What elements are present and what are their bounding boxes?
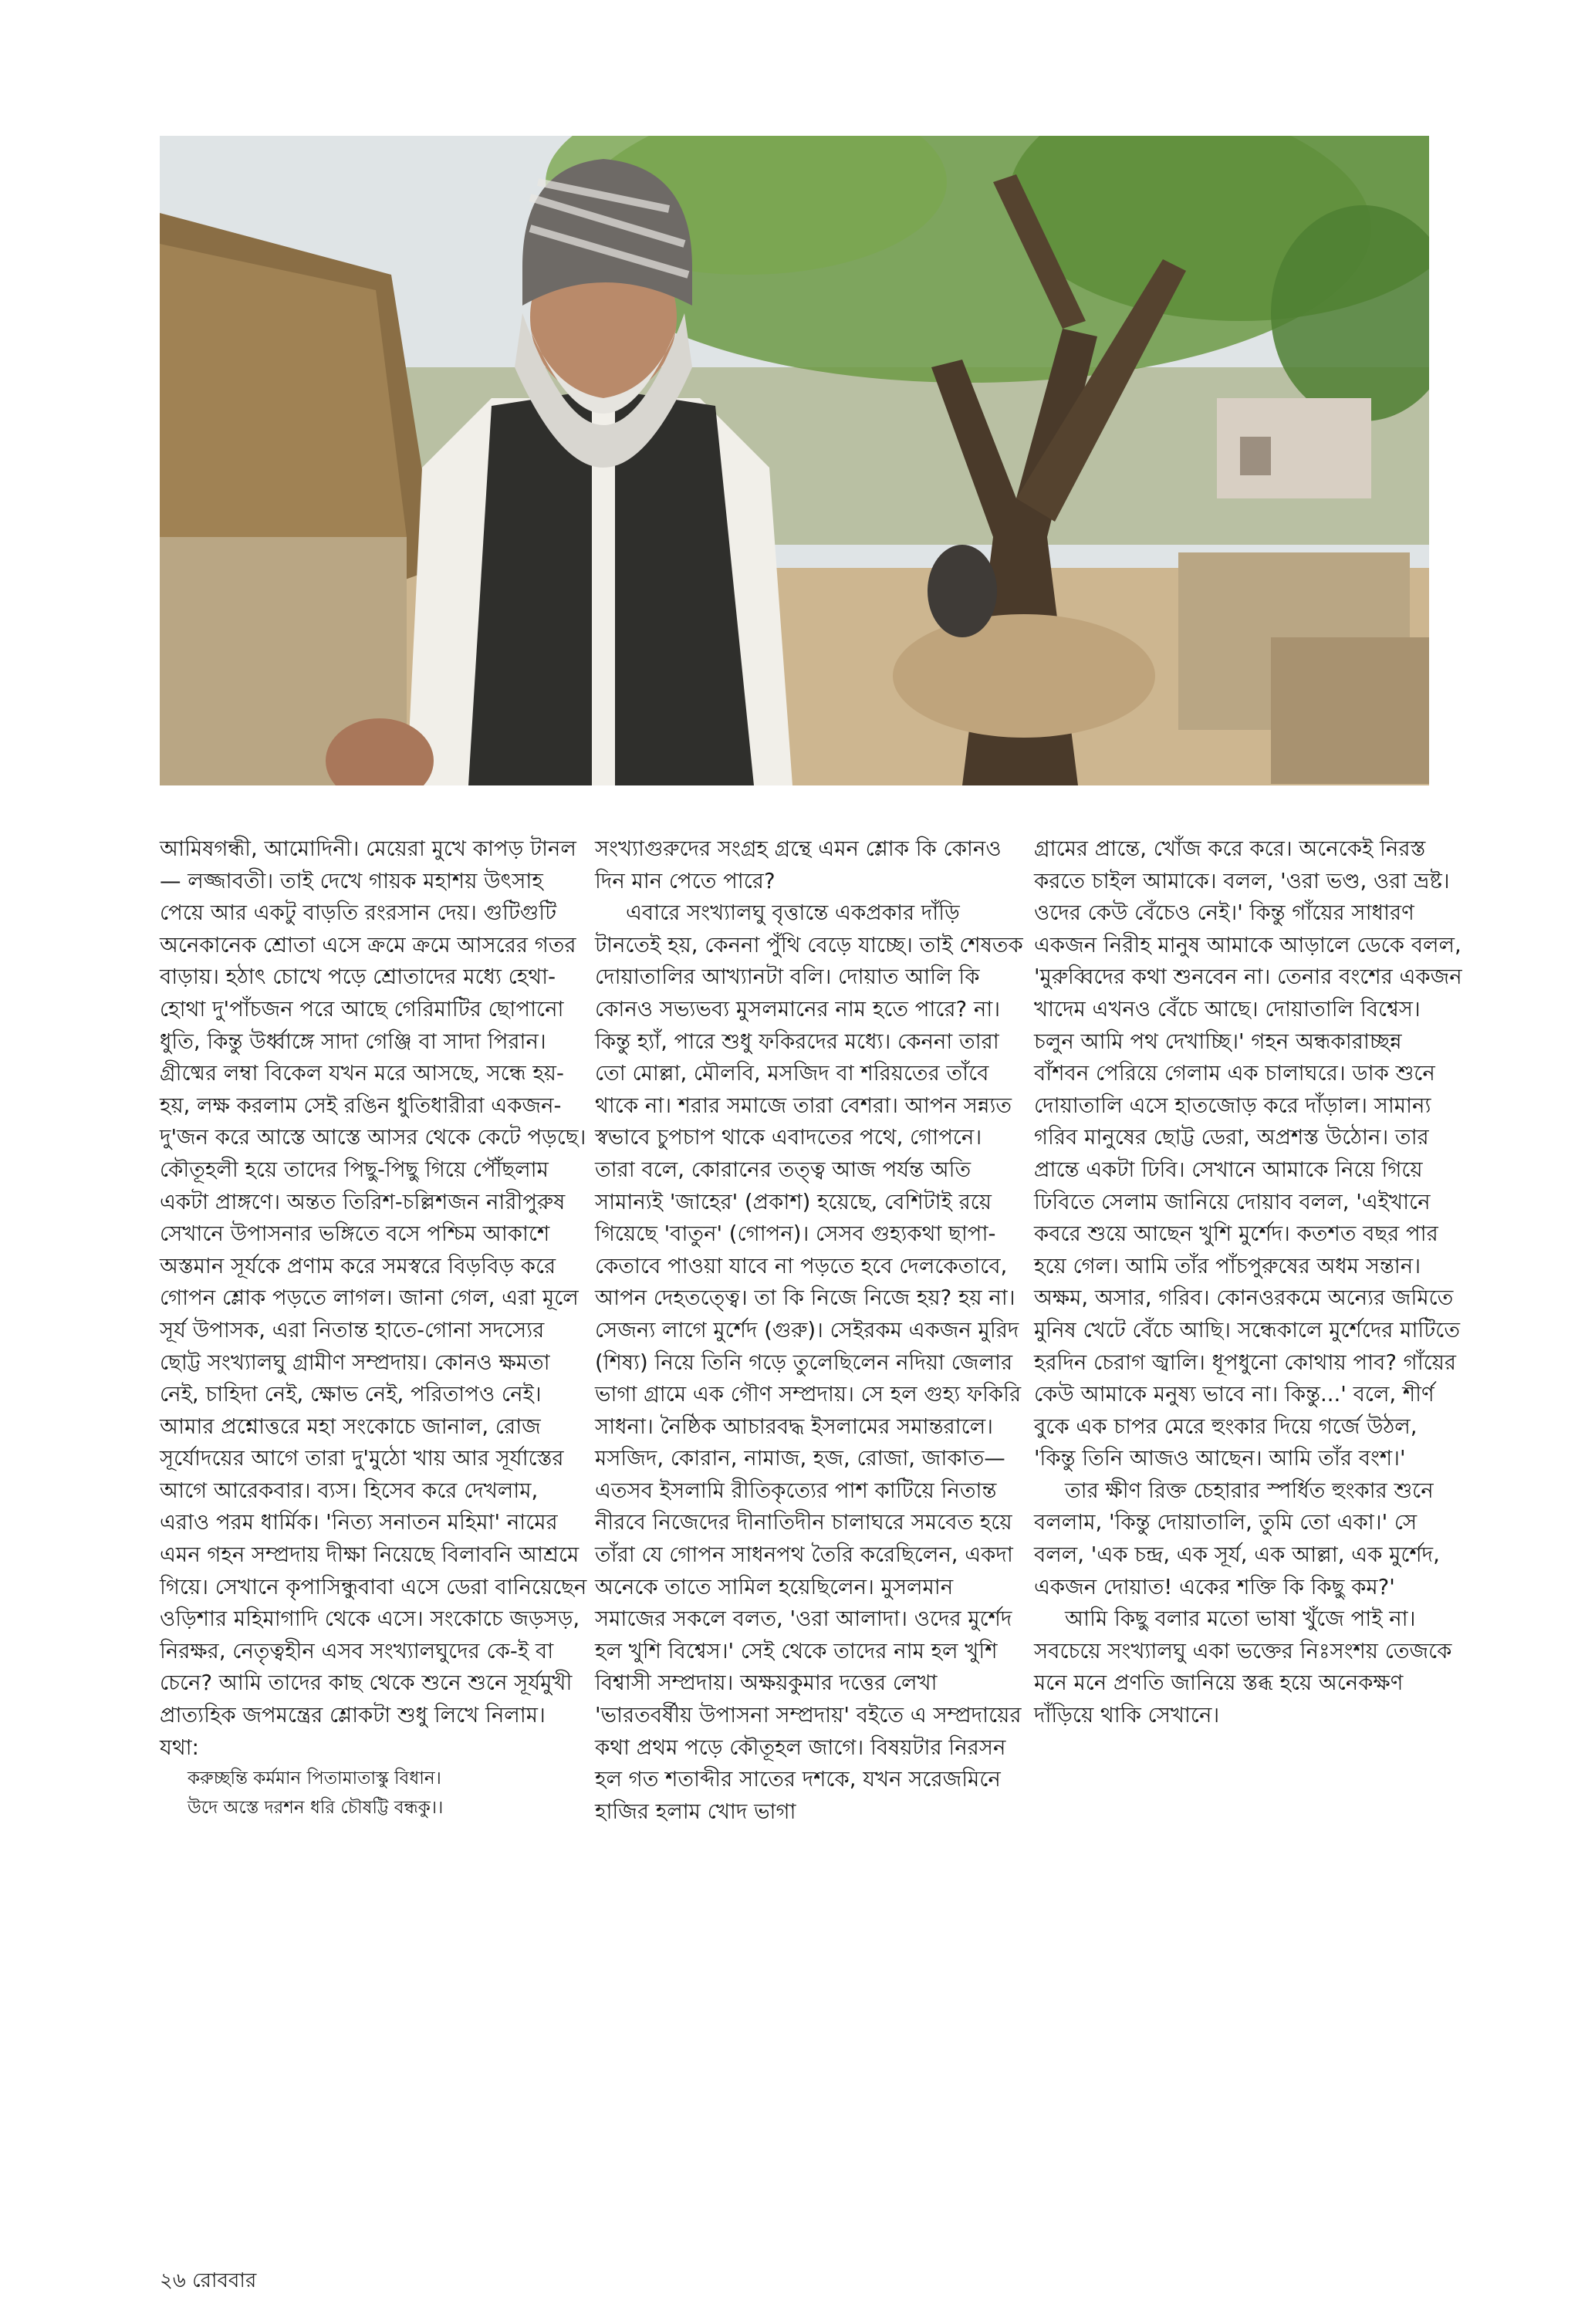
portrait-photo: [160, 136, 1429, 785]
paragraph: আমি কিছু বলার মতো ভাষা খুঁজে পাই না। সবচেয়ে সংখ্যালঘু একা ভক্তের নিঃসংশয় তেজকে মনে মনে প্রণতি জানিয়ে স্তব্ধ হয়ে অনেকক্ষণ দাঁড়িয়ে থাকি সেখানে।: [1034, 1606, 1452, 1728]
paragraph: তার ক্ষীণ রিক্ত চেহারার স্পর্ধিত হুংকার শুনে বললাম, 'কিন্তু দোয়াতালি, তুমি তো একা।' সে বলল, 'এক চন্দ্র, এক সূর্য, এক আল্লা, এক মুর্শেদ, একজন দোয়াত! একের শক্তি কি কিছু কম?': [1034, 1478, 1440, 1599]
paragraph: এবারে সংখ্যালঘু বৃত্তান্তে একপ্রকার দাঁড়ি টানতেই হয়, কেননা পুঁথি বেড়ে যাচ্ছে। তাই শেষতক দোয়াতালির আখ্যানটা বলি। দোয়াত আলি কি কোনও সভ্যভব্য মুসলমানের নাম হতে পারে? না। কিন্তু হ্যাঁ, পারে শুধু ফকিরদের মধ্যে। কেননা তারা তো মোল্লা, মৌলবি, মসজিদ বা শরিয়তের তাঁবে থাকে না। শরার সমাজে তারা বেশরা। আপন সন্ন্যত স্বভাবে চুপচাপ থাকে এবাদতের পথে, গোপনে। তারা বলে, কোরানের তত্ত্ব আজ পর্যন্ত অতি সামান্যই 'জাহের' (প্রকাশ) হয়েছে, বেশিটাই রয়ে গিয়েছে 'বাতুন' (গোপন)। সেসব গুহ্যকথা ছাপা-কেতাবে পাওয়া যাবে না পড়তে হবে দেলকেতাবে, আপন দেহতত্ত্বে। তা কি নিজে নিজে হয়? হয় না। সেজন্য লাগে মুর্শেদ (গুরু)। সেইরকম একজন মুরিদ (শিষ্য) নিয়ে তিনি গড়ে তুলেছিলেন নদিয়া জেলার ভাগা গ্রামে এক গৌণ সম্প্রদায়। সে হল গুহ্য ফকিরি সাধনা। নৈষ্ঠিক আচারবদ্ধ ইসলামের সমান্তরালে। মসজিদ, কোরান, নামাজ, হজ, রোজা, জাকাত— এতসব ইসলামি রীতিকৃত্যের পাশ কাটিয়ে নিতান্ত নীরবে নিজেদের দীনাতিদীন চালাঘরে সমবেত হয়ে তাঁরা যে গোপন সাধনপথ তৈরি করেছিলেন, একদা অনেকে তাতে সামিল হয়েছিলেন। মুসলমান সমাজের সকলে বলত, 'ওরা আলাদা। ওদের মুর্শেদ হল খুশি বিশ্বেস।' সেই থেকে তাদের নাম হল খুশি বিশ্বাসী সম্প্রদায়। অক্ষয়কুমার দত্তের লেখা 'ভারতবর্ষীয় উপাসনা সম্প্রদায়' বইতে এ সম্প্রদায়ের কথা প্রথম পড়ে কৌতূহল জাগে। বিষয়টার নিরসন হল গত শতাব্দীর সাতের দশকে, যখন সরেজমিনে হাজির হলাম খোদ ভাগা: [595, 900, 1023, 1824]
paragraph: আমিষগন্ধী, আমোদিনী। মেয়েরা মুখে কাপড় টানল— লজ্জাবতী। তাই দেখে গায়ক মহাশয় উৎসাহ পেয়ে আর একটু বাড়তি রংরসান দেয়। গুটিগুটি অনেকানেক শ্রোতা এসে ক্রমে ক্রমে আসরের গতর বাড়ায়। হঠাৎ চোখে পড়ে শ্রোতাদের মধ্যে হেথা-হোথা দু'পাঁচজন পরে আছে গেরিমাটির ছোপানো ধুতি, কিন্তু উর্ধ্বাঙ্গে সাদা গেঞ্জি বা সাদা পিরান। গ্রীষ্মের লম্বা বিকেল যখন মরে আসছে, সন্ধে হয়-হয়, লক্ষ করলাম সেই রঙিন ধুতিধারীরা একজন-দু'জন করে আস্তে আস্তে আসর থেকে কেটে পড়ছে। কৌতূহলী হয়ে তাদের পিছু-পিছু গিয়ে পৌঁছলাম একটা প্রাঙ্গণে। অন্তত তিরিশ-চল্লিশজন নারীপুরুষ সেখানে উপাসনার ভঙ্গিতে বসে পশ্চিম আকাশে অস্তমান সূর্যকে প্রণাম করে সমস্বরে বিড়বিড় করে গোপন শ্লোক পড়তে লাগল। জানা গেল, এরা মূলে সূর্য উপাসক, এরা নিতান্ত হাতে-গোনা সদস্যের ছোট্ট সংখ্যালঘু গ্রামীণ সম্প্রদায়। কোনও ক্ষমতা নেই, চাহিদা নেই, ক্ষোভ নেই, পরিতাপও নেই। আমার প্রশ্নোত্তরে মহা সংকোচে জানাল, রোজ সূর্যোদয়ের আগে তারা দু'মুঠো খায় আর সূর্যাস্তের আগে আরেকবার। ব্যস। হিসেব করে দেখলাম, এরাও পরম ধার্মিক। 'নিত্য সনাতন মহিমা' নামের এমন গহন সম্প্রদায় দীক্ষা নিয়েছে বিলাবনি আশ্রমে গিয়ে। সেখানে কৃপাসিন্ধুবাবা এসে ডেরা বানিয়েছেন ওড়িশার মহিমাগাদি থেকে এসে। সংকোচে জড়সড়, নিরক্ষর, নেতৃত্বহীন এসব সংখ্যালঘুদের কে-ই বা চেনে? আমি তাদের কাছ থেকে শুনে শুনে সূর্যমুখী প্রাত্যহিক জপমন্ত্রের শ্লোকটা শুধু লিখে নিলাম। যথা:: [160, 836, 587, 1760]
text-column-3: [1034, 833, 1462, 1732]
paragraph: গ্রামের প্রান্তে, খোঁজ করে করে। অনেকেই নিরস্ত করতে চাইল আমাকে। বলল, 'ওরা ভণ্ড, ওরা ভ্রষ্ট। ওদের কেউ বেঁচেও নেই।' কিন্তু গাঁয়ের সাধারণ একজন নিরীহ মানুষ আমাকে আড়ালে ডেকে বলল, 'মুরুব্বিদের কথা শুনবেন না। তেনার বংশের একজন খাদেম এখনও বেঁচে আছে। দোয়াতালি বিশ্বেস। চলুন আমি পথ দেখাচ্ছি।' গহন অন্ধকারাচ্ছন্ন বাঁশবন পেরিয়ে গেলাম এক চালাঘরে। ডাক শুনে দোয়াতালি এসে হাতজোড় করে দাঁড়াল। সামান্য গরিব মানুষের ছোট্ট ডেরা, অপ্রশস্ত উঠোন। তার প্রান্তে একটা ঢিবি। সেখানে আমাকে নিয়ে গিয়ে ঢিবিতে সেলাম জানিয়ে দোয়াব বলল, 'এইখানে কবরে শুয়ে আছেন খুশি মুর্শেদ। কতশত বছর পার হয়ে গেল। আমি তাঁর পাঁচপুরুষের অধম সন্তান। অক্ষম, অসার, গরিব। কোনওরকমে অন্যের জমিতে মুনিষ খেটে বেঁচে আছি। সন্ধেকালে মুর্শেদের মাটিতে হরদিন চেরাগ জ্বালি। ধূপধুনো কোথায় পাব? গাঁয়ের কেউ আমাকে মনুষ্য ভাবে না। কিন্তু...' বলে, শীর্ণ বুকে এক চাপর মেরে হুংকার দিয়ে গর্জে উঠল, 'কিন্তু তিনি আজও আছেন। আমি তাঁর বংশ।': [1034, 836, 1462, 1471]
text-column-1: [160, 833, 588, 1822]
photo-illustration: [160, 136, 1429, 785]
paragraph: সংখ্যাগুরুদের সংগ্রহ গ্রন্থে এমন শ্লোক কি কোনও দিন মান পেতে পারে?: [595, 836, 1002, 893]
verse-line: উদে অস্তে দরশন ধরি চৌষট্টি বন্ধকু।।: [188, 1798, 444, 1819]
page-folio: ২৬ রোববার: [160, 2269, 257, 2292]
verse-line: করুচ্ছন্তি কর্মমান পিতামাতাস্কু বিধান।: [188, 1768, 441, 1789]
text-column-2: [595, 833, 1023, 1828]
